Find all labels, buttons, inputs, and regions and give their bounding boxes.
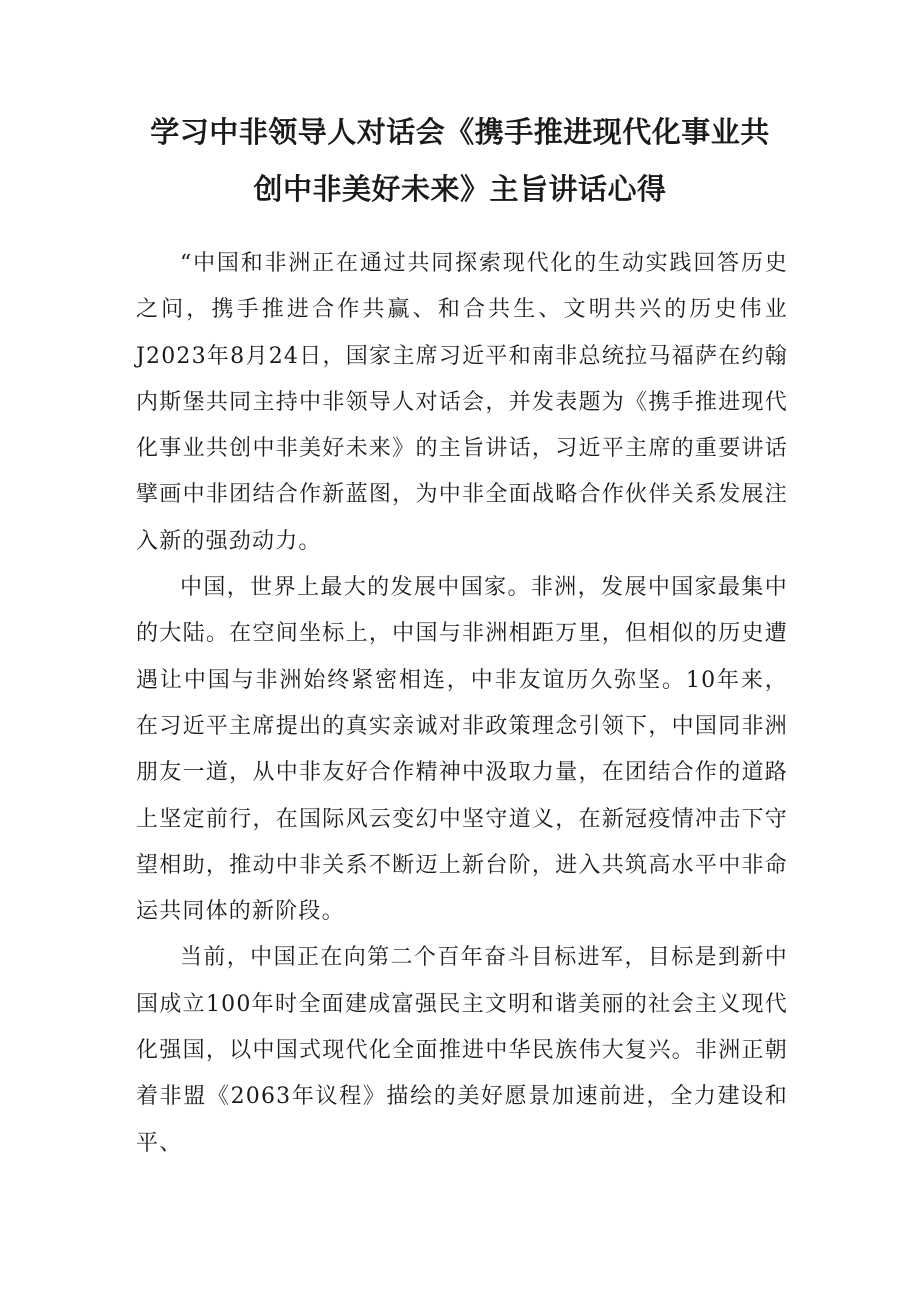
- document-body: [136, 241, 788, 1167]
- title-line-1: 学习中非领导人对话会《携手推进现代化事业共: [150, 115, 770, 149]
- title-line-2: 创中非美好未来》主旨讲话心得: [253, 172, 667, 206]
- paragraph-1: “中国和非洲正在通过共同探索现代化的生动实践回答历史之问，携手推进合作共赢、和合共生、文明共兴的历史伟业J2023年8月24日，国家主席习近平和南非总统拉马福萨在约翰内斯堡共同主持中非领导人对话会，并发表题为《携手推进现代化事业共创中非美好未来》的主旨讲话，习近平主席的重要讲话擘画中非团结合作新蓝图，为中非全面战略合作伙伴关系发展注入新的强劲动力。: [136, 251, 788, 554]
- paragraph-3: 当前，中国正在向第二个百年奋斗目标进军，目标是到新中国成立100年时全面建成富强民主文明和谐美丽的社会主义现代化强国，以中国式现代化全面推进中华民族伟大复兴。非洲正朝着非盟《2063年议程》描绘的美好愿景加速前进，全力建设和平、: [136, 945, 788, 1156]
- document-title: [110, 104, 810, 218]
- paragraph-2: 中国，世界上最大的发展中国家。非洲，发展中国家最集中的大陆。在空间坐标上，中国与非洲相距万里，但相似的历史遭遇让中国与非洲始终紧密相连，中非友谊历久弥坚。10年来，在习近平主席提出的真实亲诚对非政策理念引领下，中国同非洲朋友一道，从中非友好合作精神中汲取力量，在团结合作的道路上坚定前行，在国际风云变幻中坚守道义，在新冠疫情冲击下守望相助，推动中非关系不断迈上新台阶，进入共筑高水平中非命运共同体的新阶段。: [136, 575, 788, 925]
